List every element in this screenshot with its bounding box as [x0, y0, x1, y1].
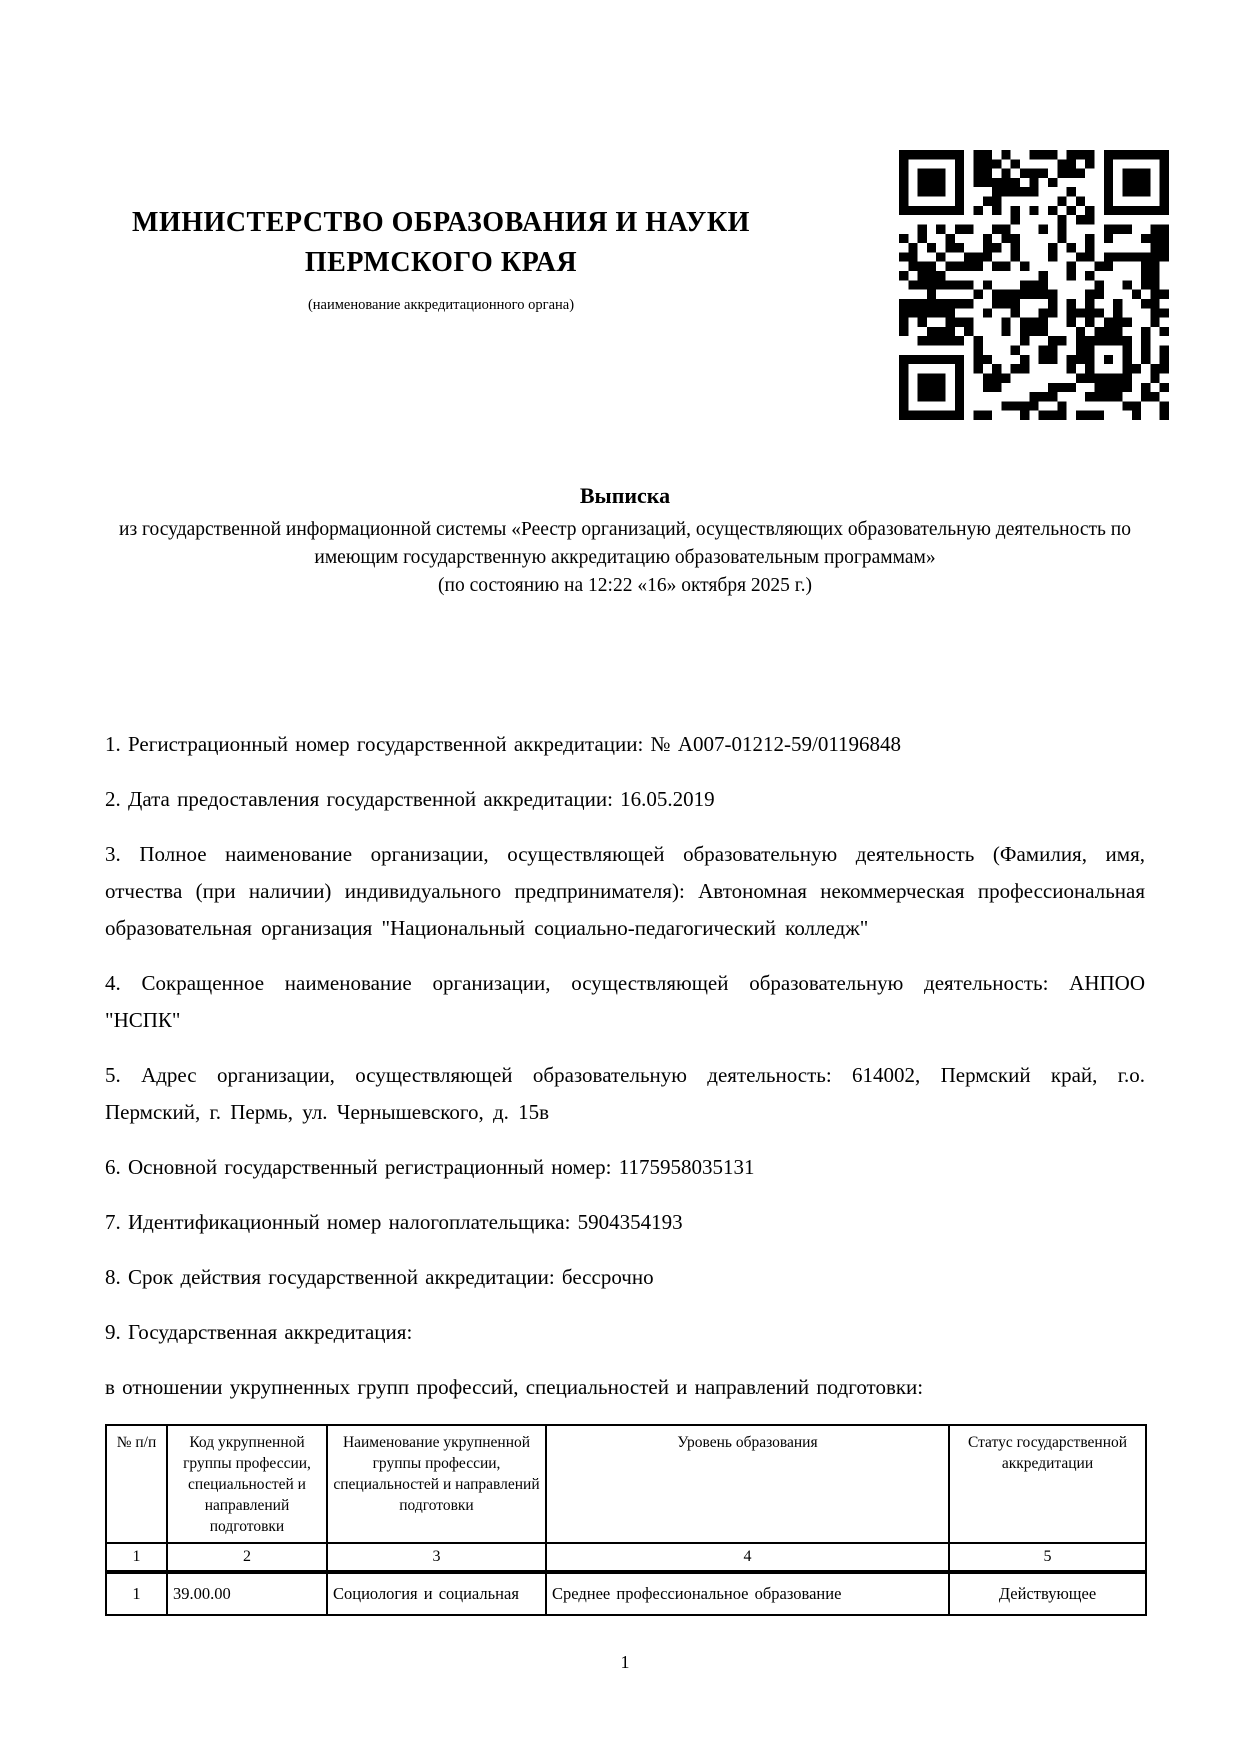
col-header-education-level: Уровень образования [546, 1425, 949, 1543]
col-header-group-name: Наименование укрупненной группы профессии, специальностей и направлений подготовки [327, 1425, 546, 1543]
cell-num: 1 [106, 1572, 167, 1615]
paragraph-short-name: 4. Сокращенное наименование организации, осуществляющей образовательную деятельность: АНПОО "НСПК" [105, 971, 1145, 1032]
cell-accreditation-status: Действующее [949, 1572, 1146, 1615]
index-cell: 3 [327, 1543, 546, 1572]
accreditation-authority-header [105, 203, 777, 315]
cell-group-name: Социология и социальная [327, 1572, 546, 1615]
ministry-name-line2: ПЕРМСКОГО КРАЯ [304, 247, 578, 278]
table-index-row [106, 1543, 1146, 1572]
cell-group-code: 39.00.00 [167, 1572, 327, 1615]
document-title: Выписка [579, 483, 671, 508]
paragraph-groups-intro: в отношении укрупненных групп профессий, специальностей и направлений подготовки: [105, 1375, 924, 1399]
paragraph-ogrn: 6. Основной государственный регистрационный номер: 1175958035131 [105, 1155, 755, 1179]
table-row [106, 1572, 1146, 1615]
ministry-name-line1: МИНИСТЕРСТВО ОБРАЗОВАНИЯ И НАУКИ [132, 207, 750, 238]
index-cell: 5 [949, 1543, 1146, 1572]
col-header-group-code: Код укрупненной группы профессии, специальностей и направлений подготовки [167, 1425, 327, 1543]
page-number: 1 [620, 1652, 630, 1672]
col-header-num: № п/п [106, 1425, 167, 1543]
qr-code-icon [899, 150, 1169, 420]
paragraph-accreditation-date: 2. Дата предоставления государственной аккредитации: 16.05.2019 [105, 787, 715, 811]
paragraph-full-name: 3. Полное наименование организации, осуществляющей образовательную деятельность (Фамилия, имя, отчества (при наличии) индивидуального предпринимателя): Автономная некоммерческая профессиональная образовательная организация "Национальный социально-педагогический колледж" [105, 842, 1145, 940]
as-of-date: (по состоянию на 12:22 «16» октября 2025 г.) [438, 575, 812, 596]
index-cell: 2 [167, 1543, 327, 1572]
index-cell: 4 [546, 1543, 949, 1572]
authority-caption: (наименование аккредитационного органа) [307, 297, 575, 313]
document-subtitle: из государственной информационной системы «Реестр организаций, осуществляющих образовательную деятельность по имеющим государственную аккредитацию образовательным программам» [119, 519, 1131, 568]
paragraph-registration-number: 1. Регистрационный номер государственной аккредитации: № А007-01212-59/01196848 [105, 732, 902, 756]
accreditation-table [105, 1424, 1147, 1616]
col-header-accreditation-status: Статус государственной аккредитации [949, 1425, 1146, 1543]
document-body [105, 726, 1145, 1616]
paragraph-validity: 8. Срок действия государственной аккредитации: бессрочно [105, 1265, 654, 1289]
paragraph-address: 5. Адрес организации, осуществляющей образовательную деятельность: 614002, Пермский край, г.о. Пермский, г. Пермь, ул. Чернышевского, д. 15в [105, 1063, 1145, 1124]
paragraph-state-accreditation: 9. Государственная аккредитация: [105, 1320, 413, 1344]
cell-education-level: Среднее профессиональное образование [546, 1572, 949, 1615]
index-cell: 1 [106, 1543, 167, 1572]
document-title-block [105, 481, 1145, 600]
table-header-row [106, 1425, 1146, 1543]
paragraph-inn: 7. Идентификационный номер налогоплательщика: 5904354193 [105, 1210, 683, 1234]
